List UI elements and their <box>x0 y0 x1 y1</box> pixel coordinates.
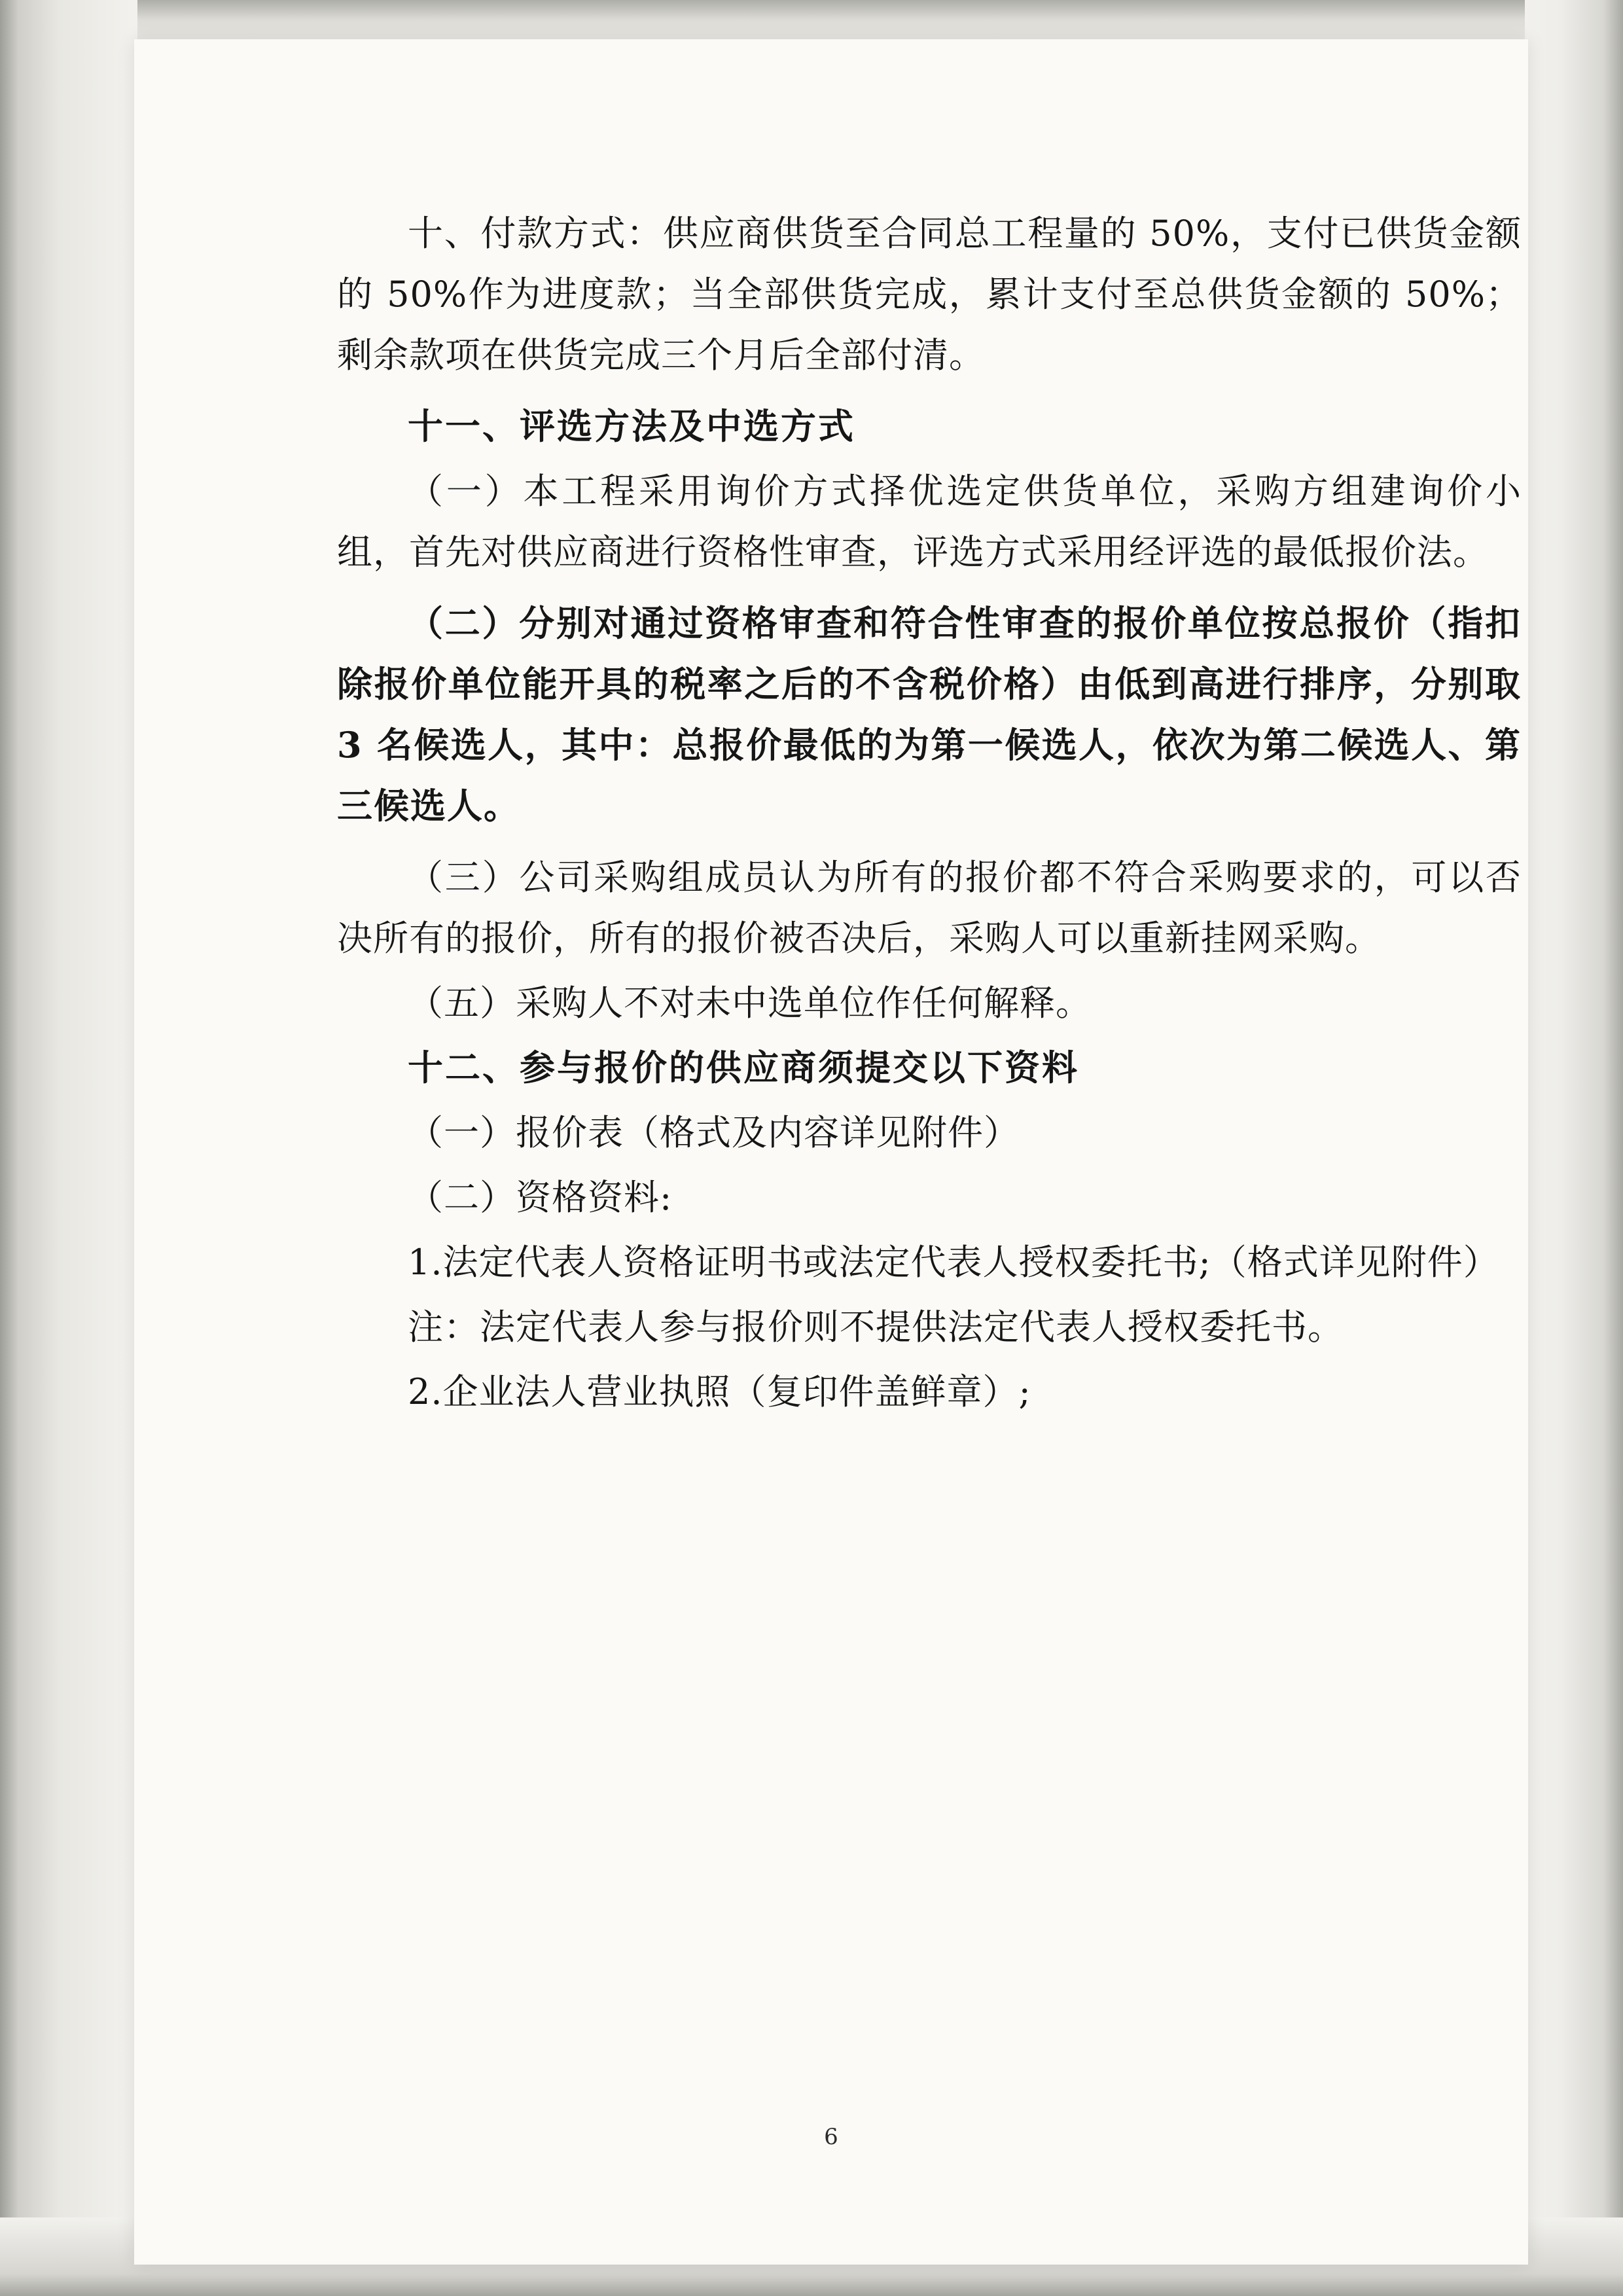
scan-edge-left <box>0 0 137 2296</box>
page-number: 6 <box>824 2124 838 2150</box>
clause-11-item-5: （五）采购人不对未中选单位作任何解释。 <box>408 982 1092 1024</box>
clause-11-item-1: （一）本工程采用询价方式择优选定供货单位，采购方组建询价小组，首先对供应商进行资格性审查，评选方式采用经评选的最低报价法。 <box>337 471 1522 573</box>
clause-12-heading: 十二、参与报价的供应商须提交以下资料 <box>408 1047 1079 1088</box>
clause-10-payment: 十、付款方式：供应商供货至合同总工程量的 50%，支付已供货金额的 50%作为进度款；当全部供货完成，累计支付至总供货金额的 50%；剩余款项在供货完成三个月后全部付清。 <box>337 213 1522 376</box>
clause-12-item-2: （二）资格资料: <box>408 1177 673 1218</box>
scan-edge-right <box>1525 0 1623 2296</box>
clause-11-heading: 十一、评选方法及中选方式 <box>408 405 855 447</box>
clause-12-item-2-1: 1.法定代表人资格证明书或法定代表人授权委托书;（格式详见附件） <box>408 1242 1499 1283</box>
clause-11-item-3: （三）公司采购组成员认为所有的报价都不符合采购要求的，可以否决所有的报价，所有的报价被否决后，采购人可以重新挂网采购。 <box>337 857 1522 959</box>
clause-11-item-2: （二）分别对通过资格审查和符合性审查的报价单位按总报价（指扣除报价单位能开具的税率之后的不含税价格）由低到高进行排序，分别取 3 名候选人，其中：总报价最低的为第一候选人，依次为第二候选人、第三候选人。 <box>337 602 1522 827</box>
paper-sheet <box>134 39 1528 2265</box>
document-body <box>337 203 1522 1426</box>
clause-12-item-2-2: 2.企业法人营业执照（复印件盖鲜章）; <box>408 1371 1031 1412</box>
clause-12-item-2-note: 注：法定代表人参与报价则不提供法定代表人授权委托书。 <box>408 1306 1344 1348</box>
clause-12-item-1: （一）报价表（格式及内容详见附件） <box>408 1112 1020 1153</box>
